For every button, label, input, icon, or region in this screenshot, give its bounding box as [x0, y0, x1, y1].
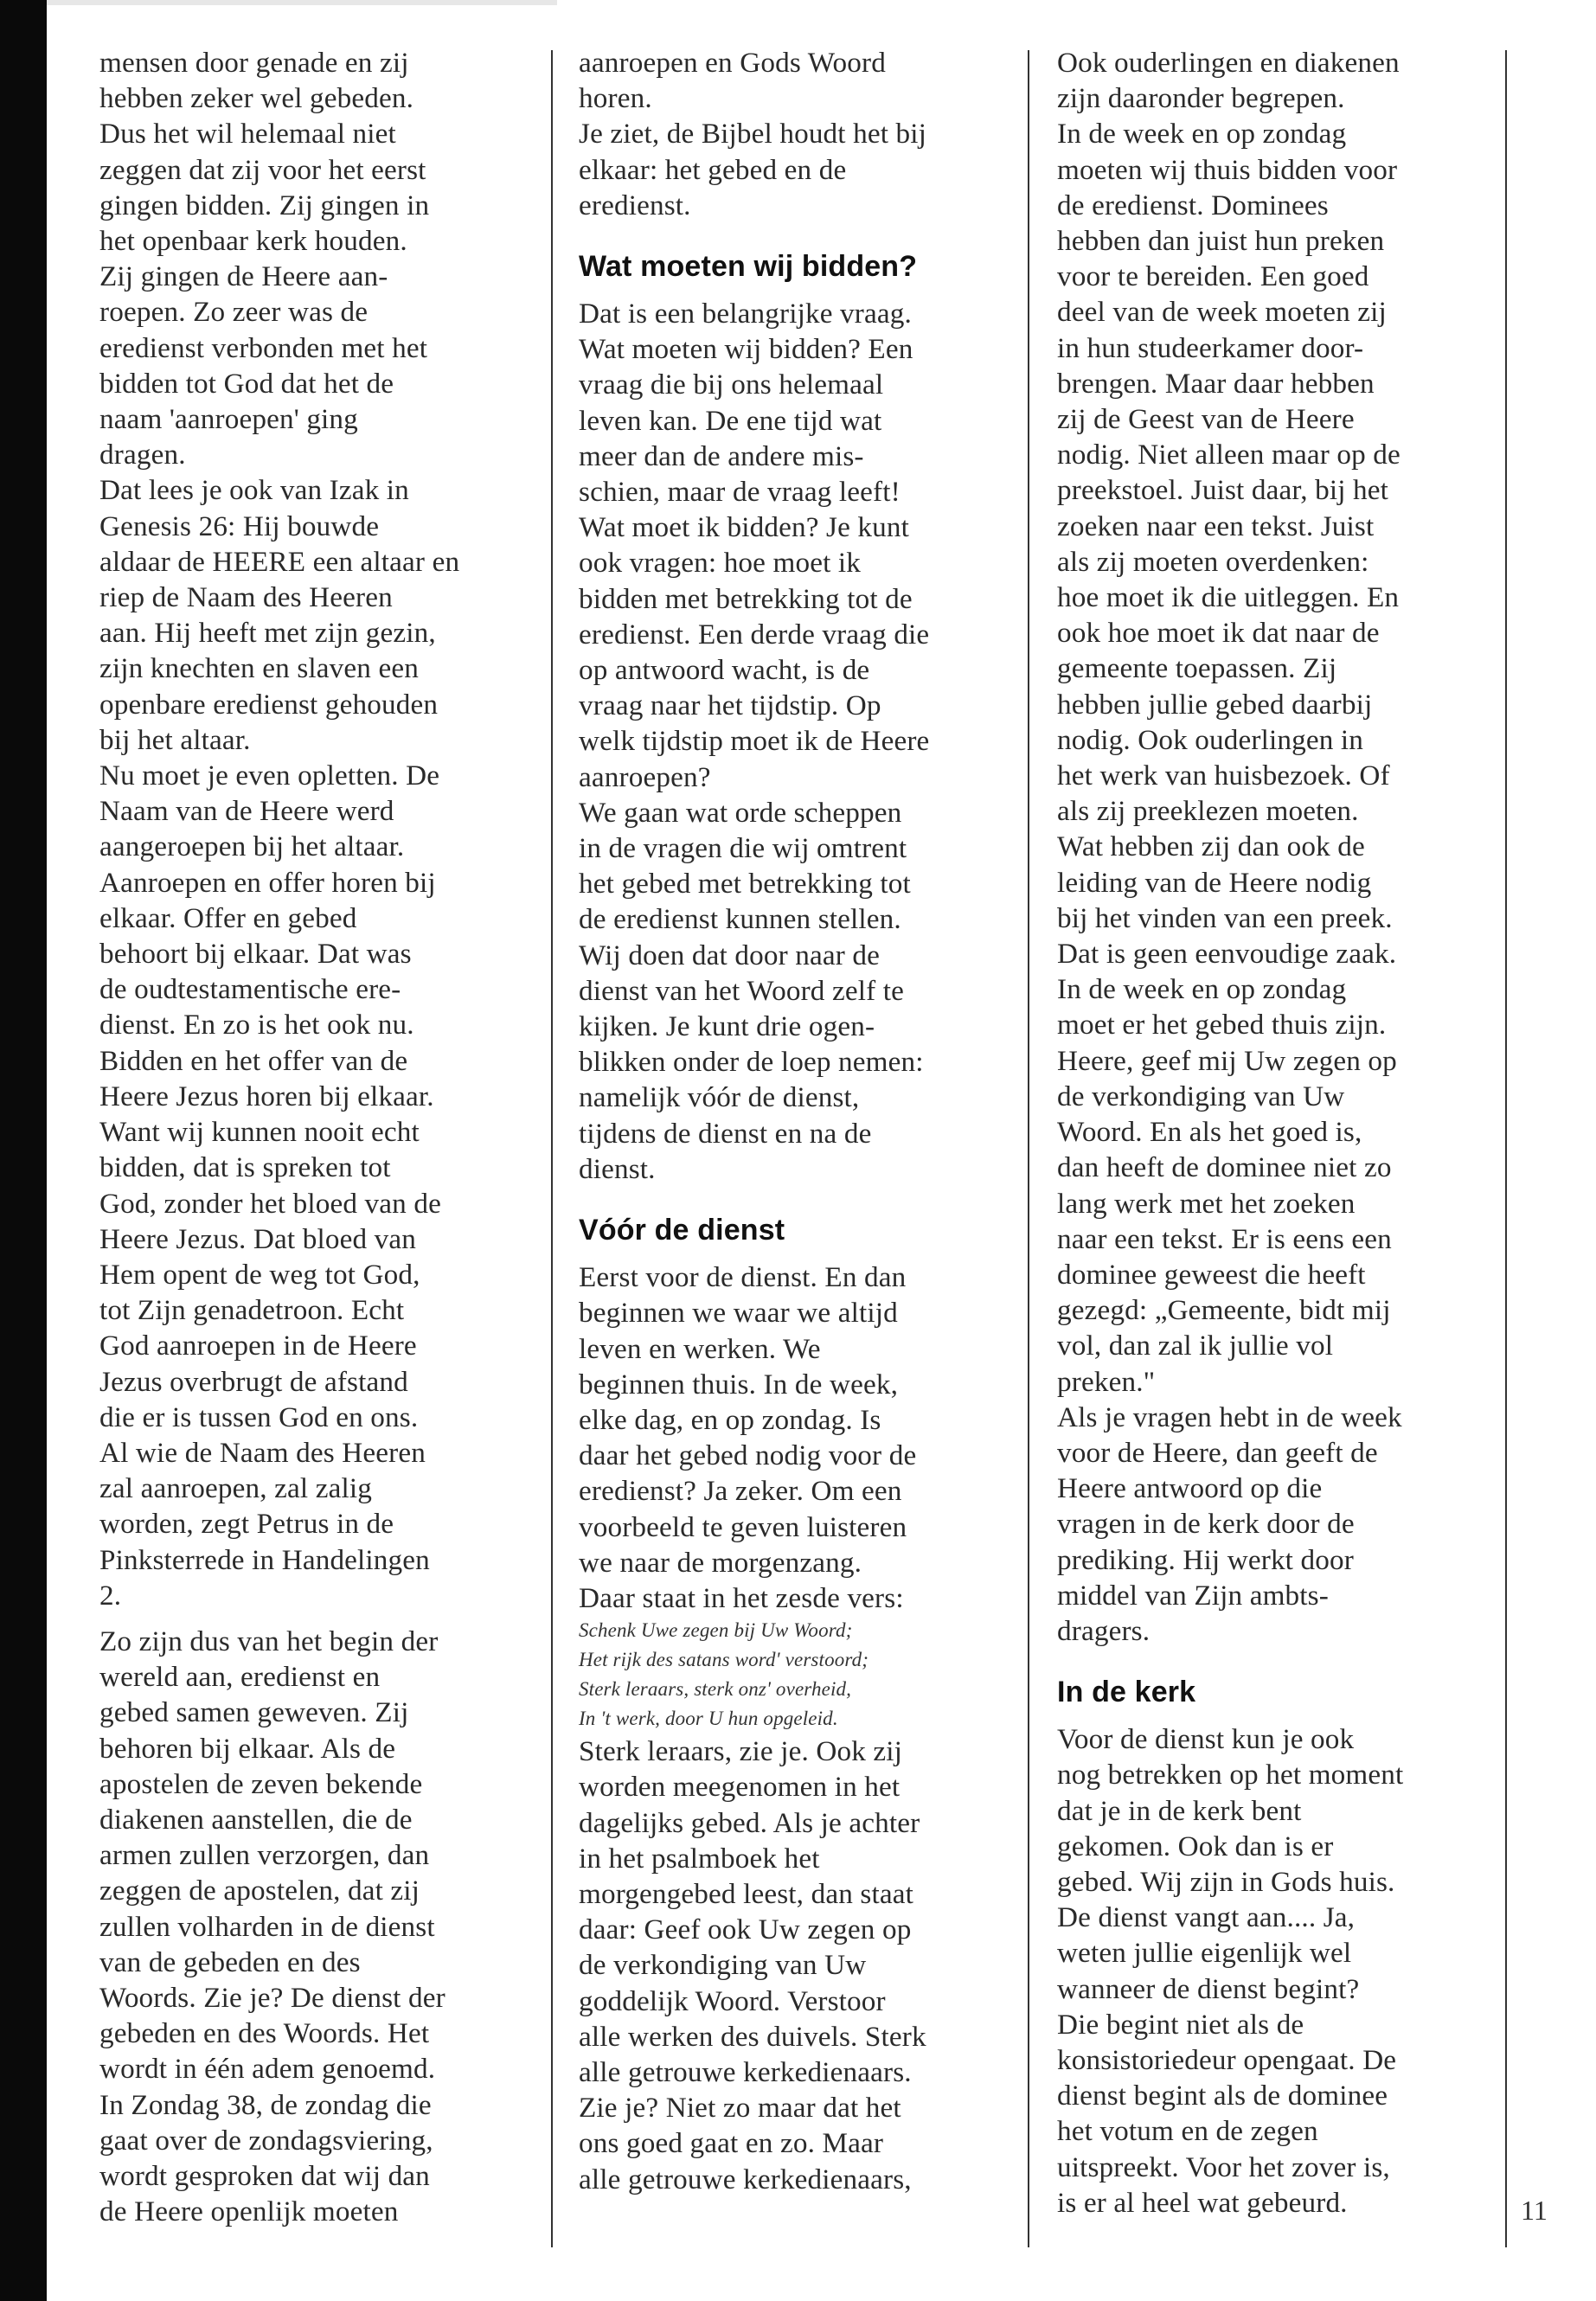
text-line: Heere antwoord op die — [1057, 1472, 1323, 1505]
text-line: Genesis 26: Hij bouwde — [99, 510, 380, 542]
text-line: gebed. Wij zijn in Gods huis. — [1057, 1865, 1395, 1898]
text-line: worden, zegt Petrus in de — [99, 1508, 394, 1541]
text-line: dragen. — [99, 439, 186, 471]
text-line: van de gebeden en des — [99, 1945, 361, 1978]
text-line: welk tijdstip moet ik de Heere — [579, 725, 930, 758]
text-line: bij het vinden van een preek. — [1057, 901, 1393, 934]
text-line: deel van de week moeten zij — [1057, 296, 1387, 329]
text-line: preken." — [1057, 1365, 1156, 1398]
text-line: zeggen dat zij voor het eerst — [99, 153, 426, 186]
text-line: Heere Jezus horen bij elkaar. — [99, 1080, 434, 1112]
text-line: preekstoel. Juist daar, bij het — [1057, 474, 1389, 507]
text-line: Hem opent de weg tot God, — [99, 1258, 420, 1291]
paragraph — [1057, 1400, 1507, 1649]
text-line: konsistoriedeur opengaat. De — [1057, 2043, 1397, 2076]
text-line: leven en werken. We — [579, 1332, 821, 1365]
text-line: weten jullie eigenlijk wel — [1057, 1937, 1352, 1970]
paragraph — [1057, 829, 1507, 971]
text-line: Jezus overbrugt de afstand — [99, 1365, 408, 1398]
text-line: Sterk leraars, zie je. Ook zij — [579, 1735, 903, 1768]
text-line: Zij gingen de Heere aan- — [99, 260, 388, 293]
text-line: Naam van de Heere werd — [99, 795, 394, 828]
text-line: leven kan. De ene tijd wat — [579, 404, 882, 437]
text-line: worden meegenomen in het — [579, 1771, 901, 1804]
text-line: goddelijk Woord. Verstoor — [579, 1984, 886, 2017]
text-line: Nu moet je even opletten. De — [99, 760, 440, 792]
text-line: In Zondag 38, de zondag die — [99, 2088, 432, 2121]
text-line: wordt in één adem genoemd. — [99, 2053, 436, 2086]
text-line: gaat over de zondagsviering, — [99, 2124, 433, 2157]
section-heading: In de kerk — [1057, 1676, 1196, 1709]
text-line: Dus het wil helemaal niet — [99, 118, 396, 151]
scan-edge-top — [47, 0, 557, 5]
text-line: Bidden en het offer van de — [99, 1044, 408, 1077]
paragraph — [1057, 1721, 1507, 2221]
text-line: de eredienst. Dominees — [1057, 189, 1329, 221]
text-line: alle getrouwe kerkedienaars. — [579, 2055, 912, 2088]
text-line: voorbeeld te geven luisteren — [579, 1510, 907, 1543]
text-line: aanroepen? — [579, 760, 711, 793]
text-line: dienst begint als de dominee — [1057, 2080, 1388, 2112]
paragraph — [99, 758, 549, 1613]
text-line: dat je in de kerk bent — [1057, 1794, 1302, 1827]
paragraph — [1057, 45, 1507, 116]
text-line: Wij doen dat door naar de — [579, 939, 880, 971]
text-line: riep de Naam des Heeren — [99, 581, 393, 614]
text-line: de verkondiging van Uw — [579, 1949, 867, 1982]
text-line: de Heere openlijk moeten — [99, 2195, 399, 2228]
text-line: Ook ouderlingen en diakenen — [1057, 47, 1400, 79]
text-line: bidden, dat is spreken tot — [99, 1151, 391, 1184]
text-line: eredienst? Ja zeker. Om een — [579, 1475, 902, 1508]
text-line: diakenen aanstellen, die de — [99, 1803, 413, 1836]
section-heading: Wat moeten wij bidden? — [579, 250, 918, 284]
text-line: nodig. Ook ouderlingen in — [1057, 723, 1364, 756]
text-line: vol, dan zal ik jullie vol — [1057, 1330, 1334, 1362]
text-column-1 — [99, 45, 549, 2229]
text-line: Je ziet, de Bijbel houdt het bij — [579, 118, 927, 151]
text-line: Voor de dienst kun je ook — [1057, 1723, 1355, 1756]
text-line: voor de Heere, dan geeft de — [1057, 1436, 1378, 1469]
text-line: behoort bij elkaar. Dat was — [99, 938, 412, 971]
text-line: hebben jullie gebed daarbij — [1057, 688, 1373, 721]
text-line: Daar staat in het zesde vers: — [579, 1581, 904, 1614]
text-line: uitspreekt. Voor het zover is, — [1057, 2150, 1390, 2183]
text-line: zij de Geest van de Heere — [1057, 403, 1355, 436]
text-line: Heere, geef mij Uw zegen op — [1057, 1044, 1397, 1077]
text-line: de oudtestamentische ere- — [99, 973, 401, 1006]
text-line: Aanroepen en offer horen bij — [99, 866, 436, 899]
text-line: In de week en op zondag — [1057, 973, 1347, 1006]
text-line: alle werken des duivels. Sterk — [579, 2020, 926, 2053]
hymn-verse — [579, 1616, 1029, 1734]
paragraph — [99, 472, 549, 758]
text-line: gingen bidden. Zij gingen in — [99, 189, 430, 221]
text-line: Eerst voor de dienst. En dan — [579, 1261, 907, 1294]
text-line: het gebed met betrekking tot — [579, 868, 911, 901]
text-line: het votum en de zegen — [1057, 2115, 1318, 2148]
text-line: Woords. Zie je? De dienst der — [99, 1981, 445, 2014]
text-line: bidden met betrekking tot de — [579, 582, 913, 615]
text-line: We gaan wat orde scheppen — [579, 796, 902, 829]
text-line: eredienst verbonden met het — [99, 331, 428, 364]
text-line: we naar de morgenzang. — [579, 1546, 862, 1579]
text-line: dienst. — [579, 1152, 656, 1185]
text-line: dragers. — [1057, 1614, 1151, 1647]
paragraph — [99, 1624, 549, 2229]
text-line: elkaar: het gebed en de — [579, 153, 847, 186]
text-line: ook vragen: hoe moet ik — [579, 547, 862, 580]
text-line: brengen. Maar daar hebben — [1057, 367, 1375, 400]
text-line: leiding van de Heere nodig — [1057, 866, 1372, 899]
text-line: in de vragen die wij omtrent — [579, 832, 907, 865]
text-line: naar een tekst. Er is eens een — [1057, 1222, 1392, 1255]
text-line: dagelijks gebed. Als je achter — [579, 1806, 920, 1839]
page-number: 11 — [1521, 2195, 1548, 2226]
text-line: Pinksterrede in Handelingen — [99, 1543, 430, 1576]
text-line: zijn daaronder begrepen. — [1057, 82, 1345, 115]
text-line: Heere Jezus. Dat bloed van — [99, 1222, 417, 1255]
text-line: tijdens de dienst en na de — [579, 1117, 872, 1150]
text-line: zoeken naar een tekst. Juist — [1057, 510, 1375, 542]
text-line: vraag die bij ons helemaal — [579, 369, 884, 401]
text-line: bidden tot God dat het de — [99, 367, 394, 400]
text-line: blikken onder de loep nemen: — [579, 1046, 924, 1079]
text-line: Wat hebben zij dan ook de — [1057, 830, 1365, 863]
text-line: voor te bereiden. Een goed — [1057, 260, 1369, 293]
text-line: Die begint niet als de — [1057, 2008, 1304, 2041]
verse-line: Schenk Uwe zegen bij Uw Woord; — [579, 1619, 853, 1642]
verse-line: In 't werk, door U hun opgeleid. — [579, 1708, 838, 1730]
text-line: Als je vragen hebt in de week — [1057, 1400, 1402, 1433]
text-line: armen zullen verzorgen, dan — [99, 1839, 430, 1872]
text-line: dan heeft de dominee niet zo — [1057, 1151, 1392, 1184]
text-line: behoren bij elkaar. Als de — [99, 1732, 396, 1765]
text-line: nog betrekken op het moment — [1057, 1759, 1404, 1791]
column-rule-1 — [551, 50, 553, 2247]
text-line: het werk van huisbezoek. Of — [1057, 760, 1390, 792]
text-line: prediking. Hij werkt door — [1057, 1543, 1354, 1576]
text-line: gemeente toepassen. Zij — [1057, 652, 1337, 685]
text-line: naam 'aanroepen' ging — [99, 403, 358, 436]
text-line: De dienst vangt aan.... Ja, — [1057, 1901, 1356, 1934]
text-line: de verkondiging van Uw — [1057, 1080, 1345, 1112]
text-line: God, zonder het bloed van de — [99, 1187, 441, 1220]
text-line: Zie je? Niet zo maar dat het — [579, 2092, 901, 2125]
text-line: eredienst. — [579, 189, 691, 221]
text-line: gekomen. Ook dan is er — [1057, 1830, 1334, 1862]
text-line: aanroepen en Gods Woord — [579, 47, 886, 79]
text-line: aldaar de HEERE een altaar en — [99, 545, 460, 578]
text-line: Wat moet ik bidden? Je kunt — [579, 511, 910, 544]
text-line: in hun studeerkamer door- — [1057, 331, 1364, 364]
text-line: gebed samen geweven. Zij — [99, 1696, 409, 1729]
text-line: wanneer de dienst begint? — [1057, 1972, 1360, 2005]
text-line: wordt gesproken dat wij dan — [99, 2159, 430, 2192]
text-line: in het psalmboek het — [579, 1842, 820, 1875]
text-line: roepen. Zo zeer was de — [99, 296, 369, 329]
text-line: Zo zijn dus van het begin der — [99, 1625, 439, 1657]
text-line: Wat moeten wij bidden? Een — [579, 333, 913, 366]
text-line: lang werk met het zoeken — [1057, 1187, 1356, 1220]
text-line: dienst. En zo is het ook nu. — [99, 1009, 414, 1042]
verse-line: Sterk leraars, sterk onz' overheid, — [579, 1678, 852, 1701]
text-line: als zij preeklezen moeten. — [1057, 795, 1359, 828]
text-line: zijn knechten en slaven een — [99, 652, 419, 685]
paragraph — [1057, 116, 1507, 829]
text-line: openbare eredienst gehouden — [99, 688, 439, 721]
text-line: als zij moeten overdenken: — [1057, 545, 1369, 578]
text-line: zeggen de apostelen, dat zij — [99, 1875, 420, 1907]
text-line: dienst van het Woord zelf te — [579, 974, 905, 1007]
paragraph — [1057, 971, 1507, 1399]
paragraph-gap — [99, 1613, 549, 1624]
text-line: In de week en op zondag — [1057, 118, 1347, 151]
text-line: God aanroepen in de Heere — [99, 1330, 417, 1362]
text-line: morgengebed leest, dan staat — [579, 1877, 913, 1910]
text-line: vragen in de kerk door de — [1057, 1508, 1355, 1541]
verse-line: Het rijk des satans word' verstoord; — [579, 1649, 869, 1671]
text-line: daar: Geef ook Uw zegen op — [579, 1913, 912, 1946]
text-line: beginnen thuis. In de week, — [579, 1368, 899, 1400]
text-line: hoe moet ik die uitleggen. En — [1057, 581, 1400, 614]
text-line: Woord. En als het goed is, — [1057, 1116, 1362, 1149]
text-line: beginnen we waar we altijd — [579, 1297, 898, 1330]
text-line: het openbaar kerk houden. — [99, 225, 407, 258]
text-line: middel van Zijn ambts- — [1057, 1579, 1329, 1612]
text-line: tot Zijn genadetroon. Echt — [99, 1294, 405, 1327]
text-line: alle getrouwe kerkedienaars, — [579, 2163, 912, 2195]
text-line: bij het altaar. — [99, 723, 251, 756]
scan-edge-left — [0, 0, 47, 2301]
text-line: is er al heel wat gebeurd. — [1057, 2186, 1348, 2219]
paragraph — [99, 45, 549, 472]
text-line: elkaar. Offer en gebed — [99, 901, 357, 934]
text-line: hebben dan juist hun preken — [1057, 225, 1385, 258]
text-line: gezegd: „Gemeente, bidt mij — [1057, 1294, 1391, 1327]
text-line: gebeden en des Woords. Het — [99, 2017, 430, 2050]
text-line: wereld aan, eredienst en — [99, 1661, 381, 1694]
section-heading: Vóór de dienst — [579, 1214, 785, 1247]
paragraph — [579, 296, 1029, 795]
text-line: zullen volharden in de dienst — [99, 1910, 435, 1943]
text-line: ook hoe moet ik dat naar de — [1057, 617, 1380, 650]
text-line: Al wie de Naam des Heeren — [99, 1436, 426, 1469]
text-line: 2. — [99, 1579, 122, 1612]
text-line: meer dan de andere mis- — [579, 439, 864, 472]
text-line: aan. Hij heeft met zijn gezin, — [99, 617, 436, 650]
text-line: moet er het gebed thuis zijn. — [1057, 1009, 1387, 1042]
paragraph — [579, 116, 1029, 223]
text-line: zal aanroepen, zal zalig — [99, 1472, 372, 1505]
text-line: kijken. Je kunt drie ogen- — [579, 1010, 875, 1043]
text-line: aangeroepen bij het altaar. — [99, 830, 405, 863]
text-line: schien, maar de vraag leeft! — [579, 476, 901, 509]
text-line: op antwoord wacht, is de — [579, 654, 870, 687]
text-line: Dat is geen eenvoudige zaak. — [1057, 938, 1397, 971]
text-line: Dat is een belangrijke vraag. — [579, 298, 912, 330]
text-line: die er is tussen God en ons. — [99, 1400, 419, 1433]
text-line: vraag naar het tijdstip. Op — [579, 689, 881, 722]
text-line: apostelen de zeven bekende — [99, 1767, 423, 1800]
text-column-2 — [579, 45, 1029, 2197]
text-line: namelijk vóór de dienst, — [579, 1081, 860, 1114]
text-line: elke dag, en op zondag. Is — [579, 1403, 881, 1436]
text-line: ons goed gaat en zo. Maar — [579, 2127, 884, 2160]
text-line: Want wij kunnen nooit echt — [99, 1116, 420, 1149]
text-column-3 — [1057, 45, 1507, 2221]
text-line: mensen door genade en zij — [99, 47, 409, 79]
text-line: daar het gebed nodig voor de — [579, 1439, 917, 1472]
text-line: eredienst. Een derde vraag die — [579, 618, 930, 651]
text-line: Dat lees je ook van Izak in — [99, 474, 409, 507]
paragraph — [579, 45, 1029, 116]
text-line: moeten wij thuis bidden voor — [1057, 153, 1398, 186]
text-line: horen. — [579, 82, 652, 115]
paragraph — [579, 795, 1029, 1187]
text-line: de eredienst kunnen stellen. — [579, 903, 901, 936]
paragraph — [579, 1259, 1029, 1616]
paragraph — [579, 1734, 1029, 2197]
text-line: dominee geweest die heeft — [1057, 1258, 1366, 1291]
text-line: hebben zeker wel gebeden. — [99, 82, 414, 115]
text-line: nodig. Niet alleen maar op de — [1057, 439, 1401, 471]
